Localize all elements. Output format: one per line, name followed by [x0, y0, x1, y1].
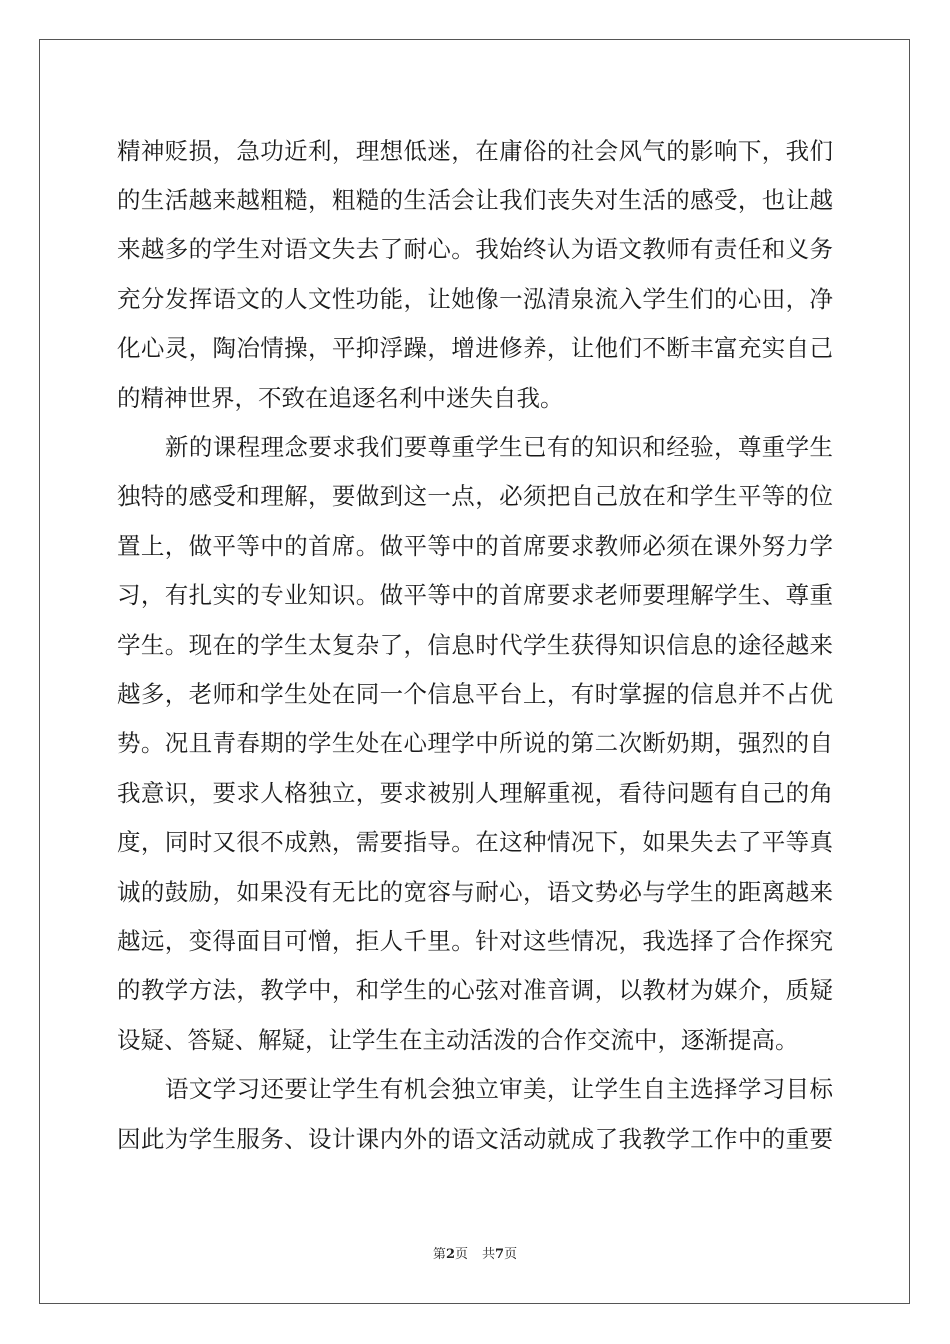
- text-line: 我意识，要求人格独立，要求被别人理解重视，看待问题有自己的角: [117, 779, 833, 807]
- text-line: 习，有扎实的专业知识。做平等中的首席要求老师要理解学生、尊重: [117, 581, 833, 609]
- text-line: 充分发挥语文的人文性功能，让她像一泓清泉流入学生们的心田，净: [117, 285, 833, 313]
- page-footer: [0, 1247, 950, 1263]
- text-line: 化心灵，陶冶情操，平抑浮躁，增进修养，让他们不断丰富充实自己: [117, 334, 833, 362]
- text-line: 的生活越来越粗糙，粗糙的生活会让我们丧失对生活的感受，也让越: [117, 186, 833, 214]
- page-number-prefix: 第: [432, 1247, 446, 1262]
- text-line-paragraph-start: 新的课程理念要求我们要尊重学生已有的知识和经验，尊重学生: [165, 433, 833, 461]
- page-number-suffix: 页: [454, 1247, 468, 1262]
- total-pages: 7: [495, 1247, 505, 1262]
- text-line: 因此为学生服务、设计课内外的语文活动就成了我教学工作中的重要: [117, 1125, 833, 1153]
- text-line: 度，同时又很不成熟，需要指导。在这种情况下，如果失去了平等真: [117, 828, 833, 856]
- text-line: 诚的鼓励，如果没有无比的宽容与耐心，语文势必与学生的距离越来: [117, 878, 833, 906]
- text-line: 置上，做平等中的首席。做平等中的首席要求教师必须在课外努力学: [117, 532, 833, 560]
- page-border: [39, 39, 910, 1304]
- text-line-paragraph-start: 语文学习还要让学生有机会独立审美，让学生自主选择学习目标: [165, 1075, 833, 1103]
- text-line: 精神贬损，急功近利，理想低迷，在庸俗的社会风气的影响下，我们: [117, 137, 833, 165]
- text-line: 越远，变得面目可憎，拒人千里。针对这些情况，我选择了合作探究: [117, 927, 833, 955]
- page-number: 2: [445, 1247, 455, 1262]
- text-line: 独特的感受和理解，要做到这一点，必须把自己放在和学生平等的位: [117, 482, 833, 510]
- text-line: 越多，老师和学生处在同一个信息平台上，有时掌握的信息并不占优: [117, 680, 833, 708]
- total-pages-suffix: 页: [504, 1247, 518, 1262]
- text-line: 来越多的学生对语文失去了耐心。我始终认为语文教师有责任和义务: [117, 235, 833, 263]
- total-pages-prefix: 共: [482, 1247, 496, 1262]
- text-line: 设疑、答疑、解疑，让学生在主动活泼的合作交流中，逐渐提高。: [117, 1026, 799, 1054]
- text-line: 的教学方法，教学中，和学生的心弦对准音调，以教材为媒介，质疑: [117, 976, 833, 1004]
- text-line: 势。况且青春期的学生处在心理学中所说的第二次断奶期，强烈的自: [117, 729, 833, 757]
- text-line: 的精神世界，不致在追逐名利中迷失自我。: [117, 384, 564, 412]
- text-line: 学生。现在的学生太复杂了，信息时代学生获得知识信息的途径越来: [117, 631, 833, 659]
